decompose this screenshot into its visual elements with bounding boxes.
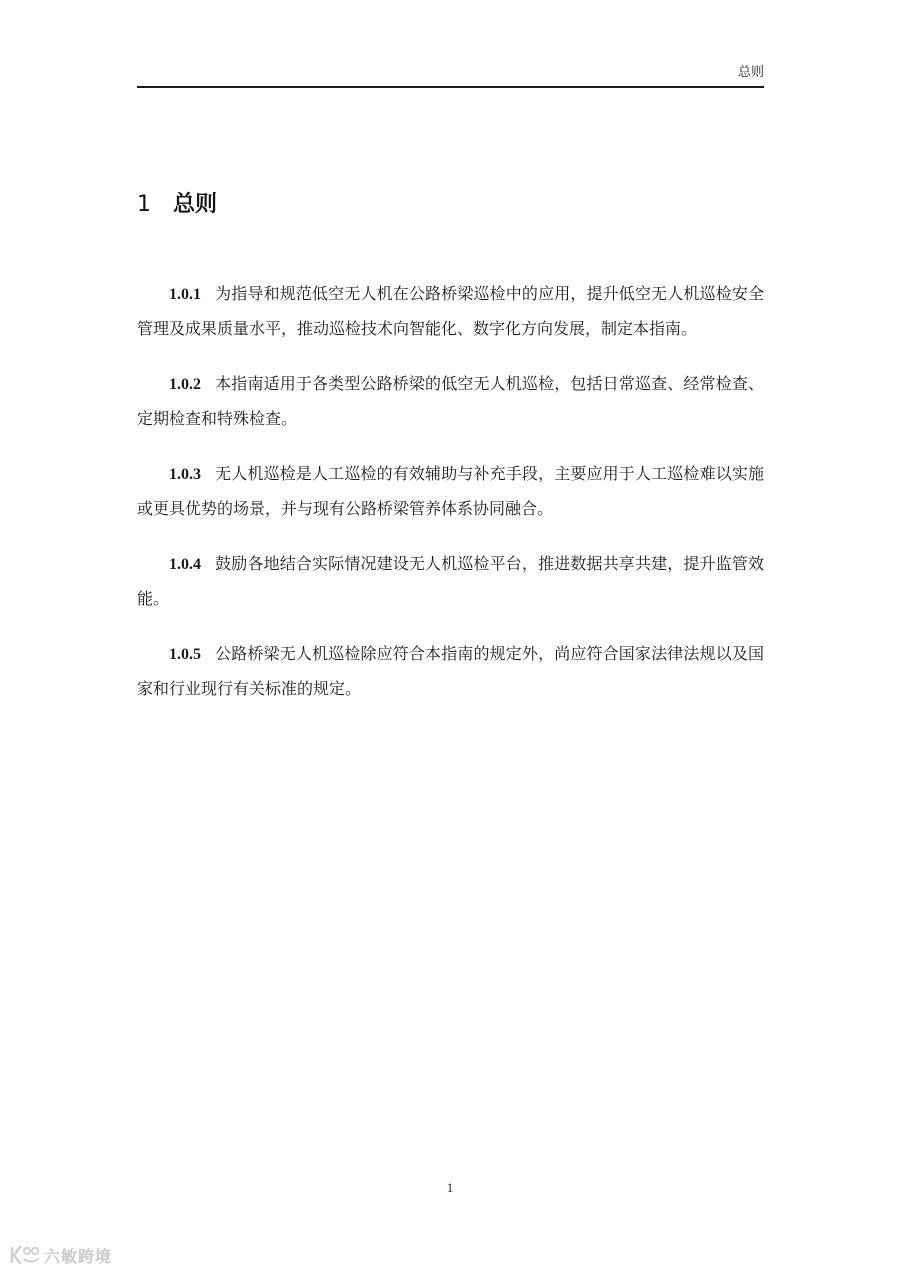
- clause-number: 1.0.2: [169, 376, 201, 393]
- running-header: [137, 64, 764, 88]
- clause-list: [137, 277, 764, 727]
- clause-1-0-3: [137, 457, 764, 526]
- clause-1-0-4: [137, 547, 764, 616]
- clause-text: 本指南适用于各类型公路桥梁的低空无人机巡检，包括日常巡查、经常检查、定期检查和特殊检查。: [137, 374, 764, 428]
- running-header-title: 总则: [737, 65, 764, 80]
- clause-text: 为指导和规范低空无人机在公路桥梁巡检中的应用，提升低空无人机巡检安全管理及成果质量水平，推动巡检技术向智能化、数字化方向发展，制定本指南。: [137, 284, 764, 338]
- chapter-title: 总则: [173, 192, 218, 217]
- watermark-logo-icon: [8, 1244, 42, 1266]
- clause-number: 1.0.4: [169, 556, 201, 573]
- chapter-number: 1: [137, 192, 151, 217]
- clause-1-0-2: [137, 367, 764, 436]
- clause-1-0-5: [137, 637, 764, 706]
- clause-1-0-1: [137, 277, 764, 346]
- watermark: [8, 1240, 112, 1270]
- watermark-text: 六敏跨境: [44, 1246, 113, 1266]
- chapter-heading: [137, 190, 217, 220]
- clause-number: 1.0.3: [169, 466, 201, 483]
- page-number: 1: [446, 1180, 454, 1195]
- clause-text: 鼓励各地结合实际情况建设无人机巡检平台，推进数据共享共建，提升监管效能。: [137, 554, 764, 608]
- clause-number: 1.0.1: [169, 286, 201, 303]
- clause-number: 1.0.5: [169, 646, 201, 663]
- clause-text: 无人机巡检是人工巡检的有效辅助与补充手段，主要应用于人工巡检难以实施或更具优势的场景，并与现有公路桥梁管养体系协同融合。: [137, 464, 764, 518]
- clause-text: 公路桥梁无人机巡检除应符合本指南的规定外，尚应符合国家法律法规以及国家和行业现行有关标准的规定。: [137, 644, 764, 698]
